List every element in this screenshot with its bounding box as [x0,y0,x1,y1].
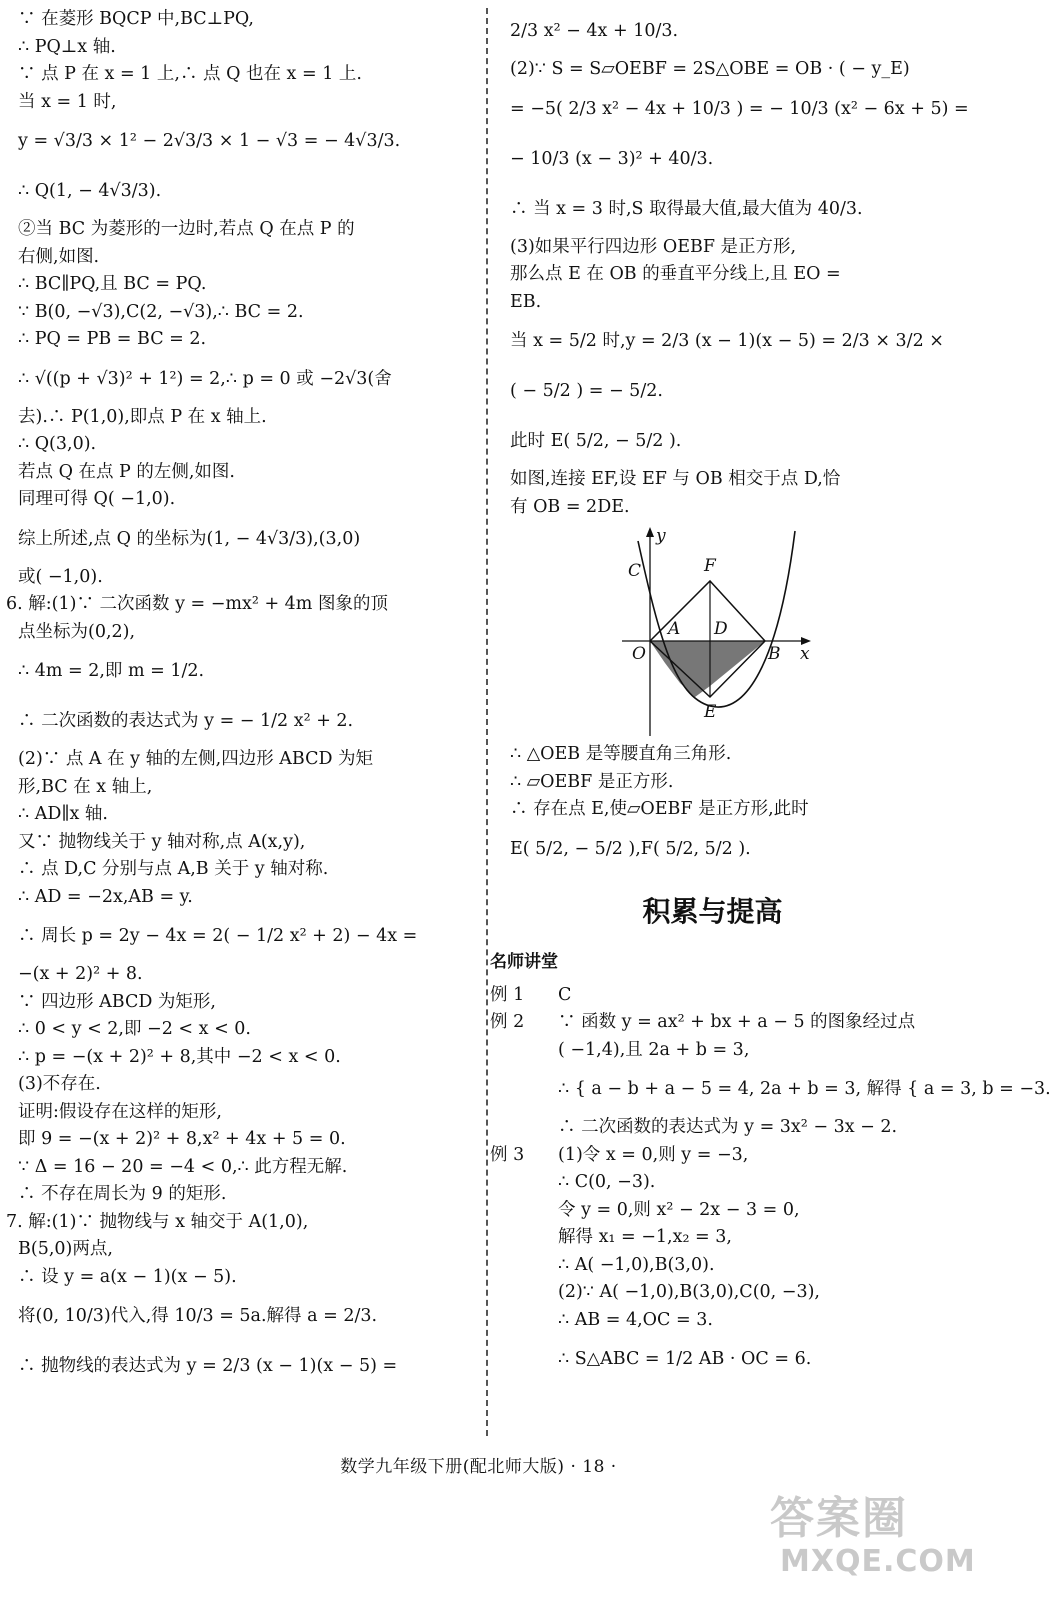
example-label: 例 2 [490,1012,525,1032]
text-line: 去).∴ P(1,0),即点 P 在 x 轴上. [18,406,267,427]
text-line: ∴ Q(1, − 4√3/3). [18,181,162,201]
text-line: ∵ 四边形 ABCD 为矩形, [18,991,216,1012]
sub-title: 名师讲堂 [490,951,558,972]
text-line: (2)∵ S = S▱OEBF = 2S△OBE = OB · ( − y_E) [510,59,910,79]
text-line: 形,BC 在 x 轴上, [18,776,153,797]
text-line: 右侧,如图. [18,246,100,267]
text-line: ∵ 点 P 在 x = 1 上,∴ 点 Q 也在 x = 1 上. [18,64,362,84]
text-line: ∴ 二次函数的表达式为 y = − 1/2 x² + 2. [18,711,354,731]
page-footer: 数学九年级下册(配北师大版) · 18 · [340,1457,617,1477]
point-o-label: O [632,644,646,664]
point-e-label: E [704,702,717,722]
text-line: 那么点 E 在 OB 的垂直平分线上,且 EO = [510,264,841,284]
right-column [490,6,1051,1384]
text-line: 又∵ 抛物线关于 y 轴对称,点 A(x,y), [18,831,306,852]
example-line: (2)∵ A( −1,0),B(3,0),C(0, −3), [558,1282,820,1302]
text-line: ( − 5/2 ) = − 5/2. [510,381,663,401]
text-line: 如图,连接 EF,设 EF 与 OB 相交于点 D,恰 [510,469,841,489]
text-line: 若点 Q 在点 P 的左侧,如图. [18,461,235,482]
example-label: 例 1 [490,984,525,1005]
text-line: 此时 E( 5/2, − 5/2 ). [510,431,682,451]
example-line: ∴ AB = 4,OC = 3. [558,1309,713,1330]
text-line: 2/3 x² − 4x + 10/3. [510,21,679,41]
text-line: ∴ 0 < y < 2,即 −2 < x < 0. [18,1019,251,1039]
example-3 [490,1142,935,1385]
text-line: ∴ AD∥x 轴. [18,804,108,824]
text-line: E( 5/2, − 5/2 ),F( 5/2, 5/2 ). [510,838,751,859]
text-line: 或( −1,0). [18,566,103,587]
text-line: y = √3/3 × 1² − 2√3/3 × 1 − √3 = − 4√3/3. [18,131,401,151]
point-a-label: A [668,619,681,639]
text-line: −(x + 2)² + 8. [18,964,143,984]
example-line: (1)令 x = 0,则 y = −3, [558,1144,749,1165]
shaded-region [650,641,765,697]
text-line: 当 x = 1 时, [18,91,117,112]
text-line: 有 OB = 2DE. [510,496,630,517]
text-line: 综上所述,点 Q 的坐标为(1, − 4√3/3),(3,0) [18,528,361,549]
example-line: 解得 x₁ = −1,x₂ = 3, [558,1227,732,1247]
text-line: (3)如果平行四边形 OEBF 是正方形, [510,236,797,257]
text-line: 证明:假设存在这样的矩形, [18,1101,222,1122]
text-line: (3)不存在. [18,1074,101,1094]
text-line: ∴ ▱OEBF 是正方形. [510,771,674,792]
example-line: C [558,984,572,1005]
x-axis-label: x [800,644,810,664]
example-line: ∴ A( −1,0),B(3,0). [558,1254,715,1275]
parabola-figure [510,521,935,741]
watermark-text: 答案圈 [770,1493,908,1544]
example-line: ∴ 二次函数的表达式为 y = 3x² − 3x − 2. [558,1117,898,1137]
point-d-label: D [714,619,728,639]
column-divider [486,8,488,1436]
text-line: ∴ 抛物线的表达式为 y = 2/3 (x − 1)(x − 5) = [18,1356,398,1376]
y-axis-label: y [656,526,666,546]
text-line: B(5,0)两点, [18,1239,113,1259]
point-c-label: C [628,561,642,581]
left-column [6,6,466,1391]
watermark-logo [770,1482,976,1592]
text-line: ∴ 存在点 E,使▱OEBF 是正方形,此时 [510,799,809,819]
text-line: 7. 解:(1)∵ 抛物线与 x 轴交于 A(1,0), [6,1211,309,1232]
text-line: 将(0, 10/3)代入,得 10/3 = 5a.解得 a = 2/3. [18,1306,378,1326]
text-line: ②当 BC 为菱形的一边时,若点 Q 在点 P 的 [18,219,355,239]
text-line: − 10/3 (x − 3)² + 40/3. [510,148,714,169]
point-b-label: B [768,644,781,664]
example-line: ∴ S△ABC = 1/2 AB · OC = 6. [558,1349,812,1369]
point-f-label: F [704,556,716,576]
text-line: ∴ PQ⊥x 轴. [18,36,116,57]
example-line: ∵ 函数 y = ax² + bx + a − 5 的图象经过点 [558,1012,916,1032]
text-line: = −5( 2/3 x² − 4x + 10/3 ) = − 10/3 (x² − 6x + 5) = [510,98,969,119]
text-line: ∴ 周长 p = 2y − 4x = 2( − 1/2 x² + 2) − 4x = [18,926,418,946]
watermark-url: MXQE.COM [780,1544,976,1579]
example-line: ( −1,4),且 2a + b = 3, [558,1039,750,1060]
text-line: ∴ 不存在周长为 9 的矩形. [18,1184,227,1204]
text-line: 点坐标为(0,2), [18,621,136,642]
text-line: ∴ PQ = PB = BC = 2. [18,329,207,349]
text-line: ∴ △OEB 是等腰直角三角形. [510,744,732,764]
text-line: 6. 解:(1)∵ 二次函数 y = −mx² + 4m 图象的顶 [6,594,388,614]
parabola-figure-svg [510,521,935,741]
text-line: ∴ 4m = 2,即 m = 1/2. [18,661,205,681]
text-line: EB. [510,291,542,312]
text-line: 同理可得 Q( −1,0). [18,489,176,509]
text-line: ∵ 在菱形 BQCP 中,BC⊥PQ, [18,9,254,29]
text-line: 当 x = 5/2 时,y = 2/3 (x − 1)(x − 5) = 2/3 × 3/2 × [510,331,944,351]
text-line: ∵ B(0, −√3),C(2, −√3),∴ BC = 2. [18,301,304,322]
example-line: ∴ C(0, −3). [558,1172,656,1192]
y-axis-arrow [646,527,654,537]
text-line: ∴ √((p + √3)² + 1²) = 2,∴ p = 0 或 −2√3(舍 [18,368,392,389]
text-line: ∴ AD = −2x,AB = y. [18,886,193,907]
section-title: 积累与提高 [642,894,783,928]
example-2 [490,1009,1051,1142]
text-line: ∴ p = −(x + 2)² + 8,其中 −2 < x < 0. [18,1046,341,1067]
text-line: ∵ Δ = 16 − 20 = −4 < 0,∴ 此方程无解. [18,1156,348,1177]
text-line: ∴ BC∥PQ,且 BC = PQ. [18,274,207,294]
example-1 [490,982,935,1010]
text-line: ∴ Q(3,0). [18,434,97,454]
text-line: ∴ 当 x = 3 时,S 取得最大值,最大值为 40/3. [510,198,863,219]
example-line: 令 y = 0,则 x² − 2x − 3 = 0, [558,1199,800,1220]
example-line: ∴ { a − b + a − 5 = 4, 2a + b = 3, 解得 { a = 3, b = −3. [558,1079,1051,1099]
text-line: ∴ 设 y = a(x − 1)(x − 5). [18,1266,237,1287]
example-label: 例 3 [490,1144,525,1165]
text-line: ∴ 点 D,C 分别与点 A,B 关于 y 轴对称. [18,859,329,879]
text-line: (2)∵ 点 A 在 y 轴的左侧,四边形 ABCD 为矩 [18,749,374,769]
text-line: 即 9 = −(x + 2)² + 8,x² + 4x + 5 = 0. [18,1129,346,1149]
